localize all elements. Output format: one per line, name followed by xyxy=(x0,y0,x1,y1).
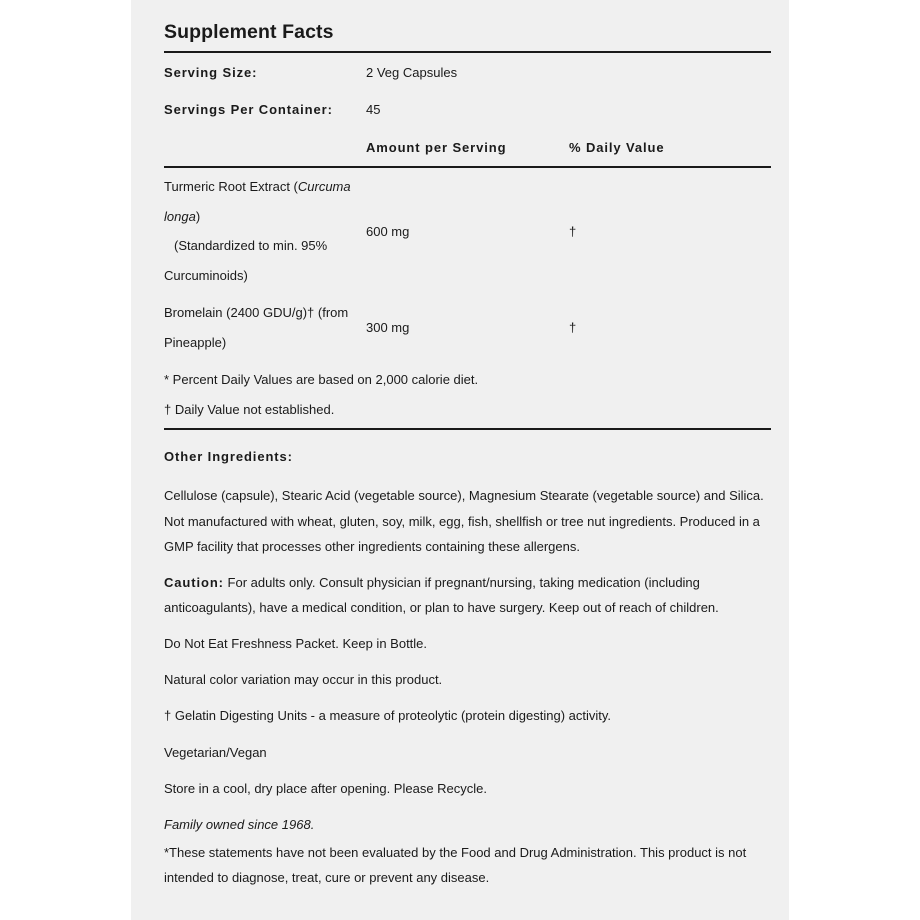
footnote-percent-dv: * Percent Daily Values are based on 2,000 calorie diet. xyxy=(164,372,479,387)
caution-statement xyxy=(164,571,774,620)
storage-instructions: Store in a cool, dry place after opening. Please Recycle. xyxy=(164,781,488,796)
freshness-packet-note: Do Not Eat Freshness Packet. Keep in Bottle. xyxy=(164,636,428,651)
ingredient-turmeric-dv: † xyxy=(569,224,577,239)
ingredient-bromelain-amount: 300 mg xyxy=(366,320,410,335)
family-owned-note: Family owned since 1968. xyxy=(164,817,315,832)
column-header-daily-value: % Daily Value xyxy=(569,140,665,155)
allergen-statement: Not manufactured with wheat, gluten, soy, milk, egg, fish, shellfish or tree nut ingredients. Produced in a GMP facility that processes other ingredients containing these allergens. xyxy=(164,514,760,554)
ingredient-turmeric-standardization: (Standardized to min. 95% Curcuminoids) xyxy=(164,238,328,283)
ingredient-turmeric-name: Turmeric Root Extract (Curcuma longa) (Standardized to min. 95% Curcuminoids) xyxy=(164,179,351,283)
ingredient-turmeric-amount: 600 mg xyxy=(366,224,410,239)
title-rule xyxy=(164,51,771,53)
vegetarian-vegan-label: Vegetarian/Vegan xyxy=(164,745,267,760)
serving-size-value: 2 Veg Capsules xyxy=(366,65,458,80)
header-rule xyxy=(164,166,771,168)
gdu-definition: † Gelatin Digesting Units - a measure of proteolytic (protein digesting) activity. xyxy=(164,708,612,723)
fda-disclaimer: *These statements have not been evaluated by the Food and Drug Administration. This product is not intended to diagnose, treat, cure or prevent any disease. xyxy=(164,845,747,885)
supplement-facts-panel xyxy=(131,0,789,920)
servings-per-container-label: Servings Per Container: xyxy=(164,102,333,117)
ingredient-bromelain-dv: † xyxy=(569,320,577,335)
other-ingredients-heading: Other Ingredients: xyxy=(164,449,293,464)
footnote-dv-not-established: † Daily Value not established. xyxy=(164,402,335,417)
other-ingredients-list: Cellulose (capsule), Stearic Acid (vegetable source), Magnesium Stearate (vegetable source) and Silica. xyxy=(164,488,764,503)
panel-title: Supplement Facts xyxy=(164,21,334,43)
column-header-amount: Amount per Serving xyxy=(366,140,507,155)
caution-label: Caution: xyxy=(164,575,224,590)
color-variation-note: Natural color variation may occur in this product. xyxy=(164,672,443,687)
ingredient-bromelain-name: Bromelain (2400 GDU/g)† (from Pineapple) xyxy=(164,305,349,350)
serving-size-label: Serving Size: xyxy=(164,65,258,80)
caution-text: For adults only. Consult physician if pregnant/nursing, taking medication (including anticoagulants), have a medical condition, or plan to have surgery. Keep out of reach of children. xyxy=(164,575,719,615)
servings-per-container-value: 45 xyxy=(366,102,381,117)
footnote-rule xyxy=(164,428,771,430)
